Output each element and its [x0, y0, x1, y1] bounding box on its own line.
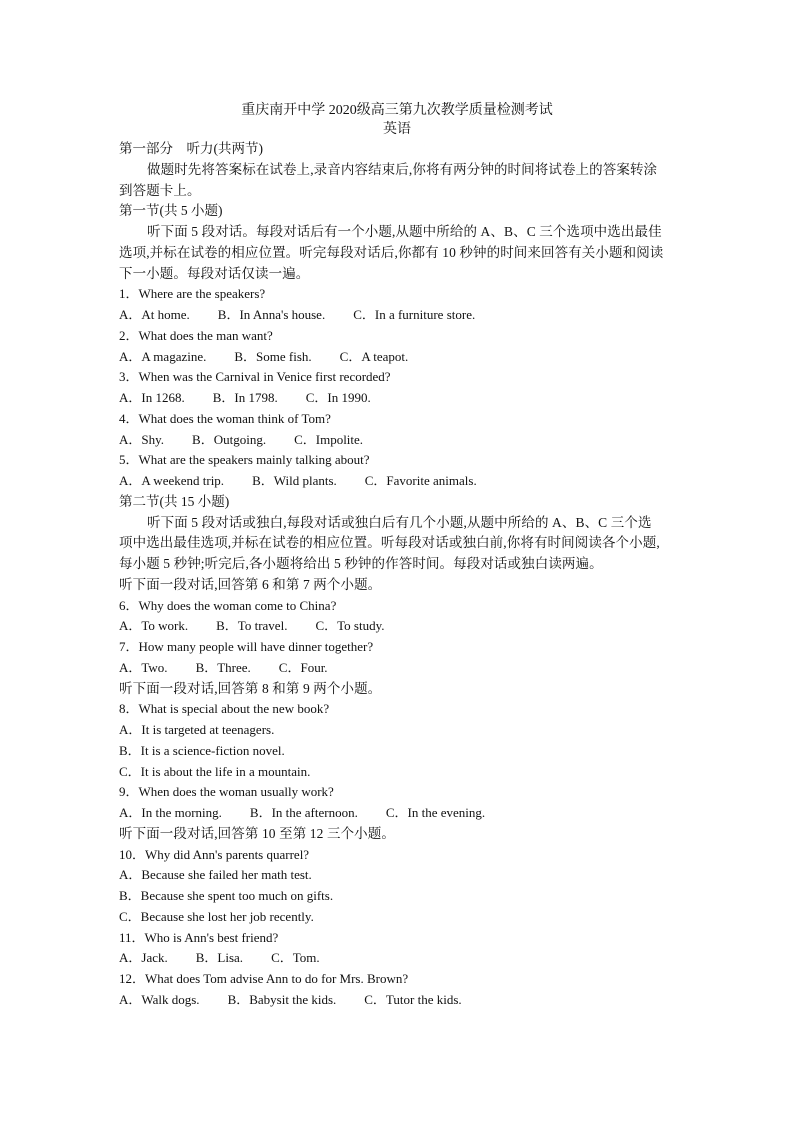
option-c: C．To study. — [315, 618, 385, 634]
part1-intro-line: 做题时先将答案标在试卷上,录音内容结束后,你将有两分钟的时间将试卷上的答案转涂 — [147, 161, 658, 177]
option-b: B．Lisa. — [195, 950, 244, 966]
question-11: 11．Who is Ann's best friend? — [119, 929, 279, 945]
options-3 — [119, 388, 679, 409]
section1-heading: 第一节(共 5 小题) — [119, 203, 223, 219]
option-c: C．In the evening. — [385, 805, 486, 820]
options-11 — [119, 948, 679, 969]
question-2: 2．What does the man want? — [119, 327, 273, 343]
options-12 — [119, 990, 679, 1011]
section2-intro-line: 听下面 5 段对话或独白,每段对话或独白后有几个小题,从题中所给的 A、B、C 三个选 — [147, 514, 652, 530]
options-9 — [119, 803, 679, 824]
question-3: 3．When was the Carnival in Venice first recorded? — [119, 369, 391, 385]
question-10: 10．Why did Ann's parents quarrel? — [119, 846, 310, 862]
option-c: C．Four. — [278, 659, 328, 675]
question-7: 7．How many people will have dinner together? — [119, 639, 374, 654]
option-a: A．Walk dogs. — [119, 991, 200, 1007]
question-12: 12．What does Tom advise Ann to do for Mrs. Brown? — [119, 971, 409, 986]
options-6 — [119, 616, 679, 637]
option-c: C．Tom. — [271, 950, 320, 966]
option-c: C．Impolite. — [294, 431, 364, 447]
question-9: 9．When does the woman usually work? — [119, 784, 334, 800]
group-lead: 听下面一段对话,回答第 10 至第 12 三个小题。 — [119, 825, 395, 841]
option-c: C．Because she lost her job recently. — [119, 908, 314, 924]
options-7 — [119, 658, 679, 679]
section1-intro-line: 听下面 5 段对话。每段对话后有一个小题,从题中所给的 A、B、C 三个选项中选出最佳 — [147, 224, 662, 239]
options-5 — [119, 471, 679, 492]
option-c: C．In 1990. — [305, 390, 371, 405]
option-b: B．Wild plants. — [252, 473, 337, 488]
option-c: C．In a furniture store. — [353, 307, 476, 322]
question-4: 4．What does the woman think of Tom? — [119, 410, 331, 426]
option-c: C．Favorite animals. — [364, 473, 477, 488]
option-b: B．To travel. — [216, 618, 288, 634]
option-a: A．In the morning. — [119, 805, 222, 820]
option-a: A．Jack. — [119, 950, 168, 966]
option-a: A．A weekend trip. — [119, 473, 225, 488]
section2-intro-line: 项中选出最佳选项,并标在试卷的相应位置。听每段对话或独白前,你将有时间阅读各个小题, — [119, 535, 660, 551]
option-c: C．A teapot. — [339, 348, 409, 364]
part1-heading: 第一部分 听力(共两节) — [119, 141, 263, 156]
option-b: B．In Anna's house. — [217, 307, 326, 322]
section2-intro-line: 每小题 5 秒钟;听完后,各小题将给出 5 秒钟的作答时间。每段对话或独白读两遍。 — [119, 556, 603, 571]
question-5: 5．What are the speakers mainly talking about? — [119, 452, 370, 468]
option-b: B．Outgoing. — [192, 431, 267, 447]
part1-intro-line: 到答题卡上。 — [119, 182, 201, 198]
option-a: A．To work. — [119, 618, 189, 634]
options-2 — [119, 347, 679, 368]
section1-intro-line: 下一小题。每段对话仅读一遍。 — [119, 265, 310, 281]
exam-body — [119, 139, 679, 1011]
option-c: C．Tutor the kids. — [364, 991, 462, 1007]
option-a: A．It is targeted at teenagers. — [119, 722, 275, 737]
option-a: A．Shy. — [119, 431, 165, 447]
group-lead: 听下面一段对话,回答第 8 和第 9 两个小题。 — [119, 680, 382, 696]
section2-heading: 第二节(共 15 小题) — [119, 493, 230, 509]
option-b: B．Babysit the kids. — [227, 991, 337, 1007]
option-a: A．A magazine. — [119, 348, 207, 364]
question-8: 8．What is special about the new book? — [119, 701, 330, 717]
options-1 — [119, 305, 679, 326]
option-b: B．It is a science-fiction novel. — [119, 742, 285, 758]
option-b: B．In 1798. — [212, 390, 278, 405]
option-a: A．At home. — [119, 307, 190, 322]
option-b: B．In the afternoon. — [249, 805, 358, 820]
option-b: B．Some fish. — [234, 348, 312, 364]
exam-title: 重庆南开中学 2020级高三第九次教学质量检测考试 — [241, 103, 553, 118]
options-4 — [119, 430, 679, 451]
section1-intro-line: 选项,并标在试卷的相应位置。听完每段对话后,你都有 10 秒钟的时间来回答有关小题和阅读 — [119, 244, 664, 260]
option-a: A．In 1268. — [119, 390, 185, 405]
option-a: A．Two. — [119, 659, 168, 675]
exam-subject: 英语 — [383, 122, 411, 137]
option-a: A．Because she failed her math test. — [119, 867, 312, 883]
group-lead: 听下面一段对话,回答第 6 和第 7 两个小题。 — [119, 576, 382, 592]
question-6: 6．Why does the woman come to China? — [119, 597, 337, 613]
question-1: 1．Where are the speakers? — [119, 286, 266, 302]
option-b: B．Three. — [195, 659, 251, 675]
option-b: B．Because she spent too much on gifts. — [119, 888, 334, 903]
option-c: C．It is about the life in a mountain. — [119, 763, 311, 779]
